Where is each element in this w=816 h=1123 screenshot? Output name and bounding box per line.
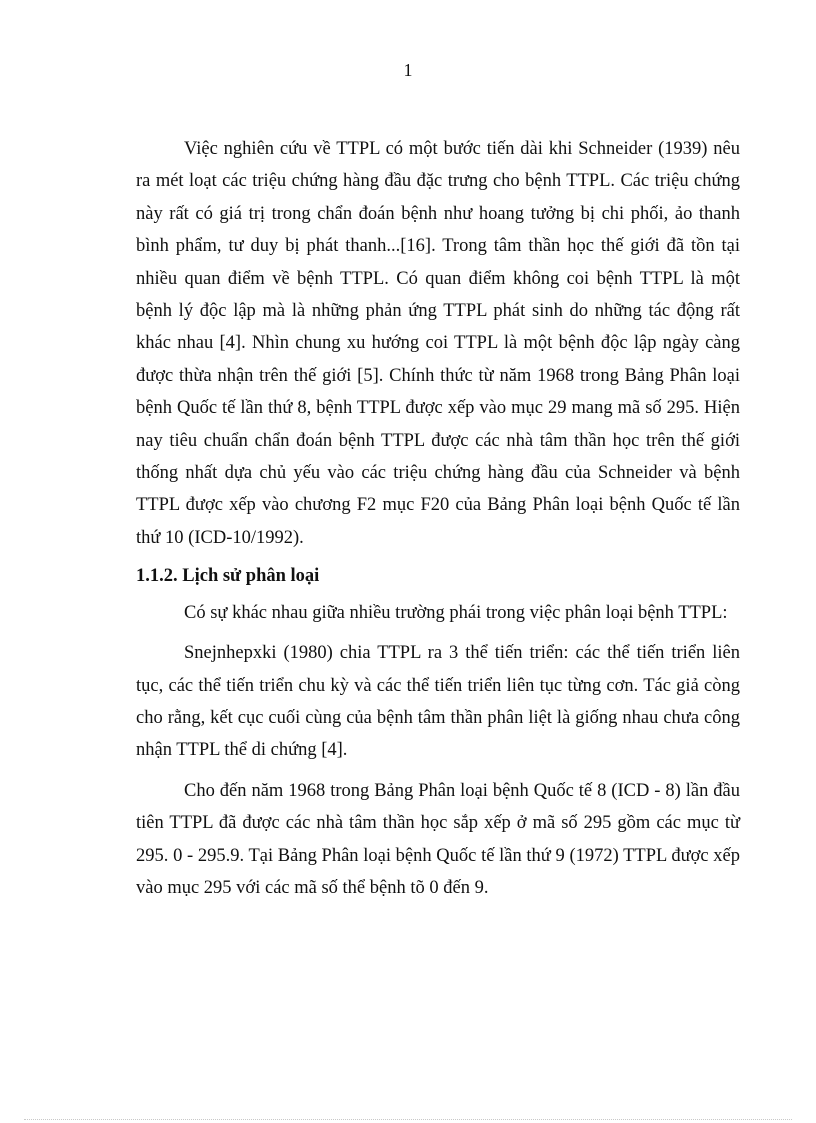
document-body <box>136 133 740 904</box>
section-heading: 1.1.2. Lịch sử phân loại <box>136 566 320 587</box>
footer-divider <box>24 1119 792 1120</box>
paragraph-classification-intro: Có sự khác nhau giữa nhiều trường phái trong việc phân loại bệnh TTPL: <box>184 602 728 623</box>
paragraph-schneider-history: Việc nghiên cứu về TTPL có một bước tiến dài khi Schneider (1939) nêu ra mét loạt các triệu chứng hàng đầu đặc trưng cho bệnh TTPL. Các triệu chứng này rất có giá trị trong chẩn đoán bệnh như hoang tưởng bị chi phối, ảo thanh bình phẩm, tư duy bị phát thanh...[16]. Trong tâm thần học thế giới đã tồn tại nhiều quan điểm về bệnh TTPL. Có quan điểm không coi bệnh TTPL là một bệnh lý độc lập mà là những phản ứng TTPL phát sinh do những tác động rất khác nhau [4]. Nhìn chung xu hướng coi TTPL là một bệnh độc lập ngày càng được thừa nhận trên thế giới [5]. Chính thức từ năm 1968 trong Bảng Phân loại bệnh Quốc tế lần thứ 8, bệnh TTPL được xếp vào mục 29 mang mã số 295. Hiện nay tiêu chuẩn chẩn đoán bệnh TTPL được các nhà tâm thần học trên thế giới thống nhất dựa chủ yếu vào các triệu chứng hàng đầu của Schneider và bệnh TTPL được xếp vào chương F2 mục F20 của Bảng Phân loại bệnh Quốc tế lần thứ 10 (ICD-10/1992). <box>136 139 740 548</box>
paragraph-icd-classification: Cho đến năm 1968 trong Bảng Phân loại bệnh Quốc tế 8 (ICD - 8) lần đầu tiên TTPL đã được các nhà tâm thần học sắp xếp ở mã số 295 gồm các mục từ 295. 0 - 295.9. Tại Bảng Phân loại bệnh Quốc tế lần thứ 9 (1972) TTPL được xếp vào mục 295 với các mã số thể bệnh tõ 0 đến 9. <box>136 780 740 898</box>
page-number: 1 <box>403 60 413 80</box>
paragraph-snejnhepxki: Snejnhepxki (1980) chia TTPL ra 3 thể tiến triển: các thể tiến triển liên tục, các thể tiến triển chu kỳ và các thể tiến triển liên tục từng cơn. Tác giả còng cho rằng, kết cục cuối cùng của bệnh tâm thần phân liệt là giống nhau chưa công nhận TTPL thể di chứng [4]. <box>136 643 740 761</box>
